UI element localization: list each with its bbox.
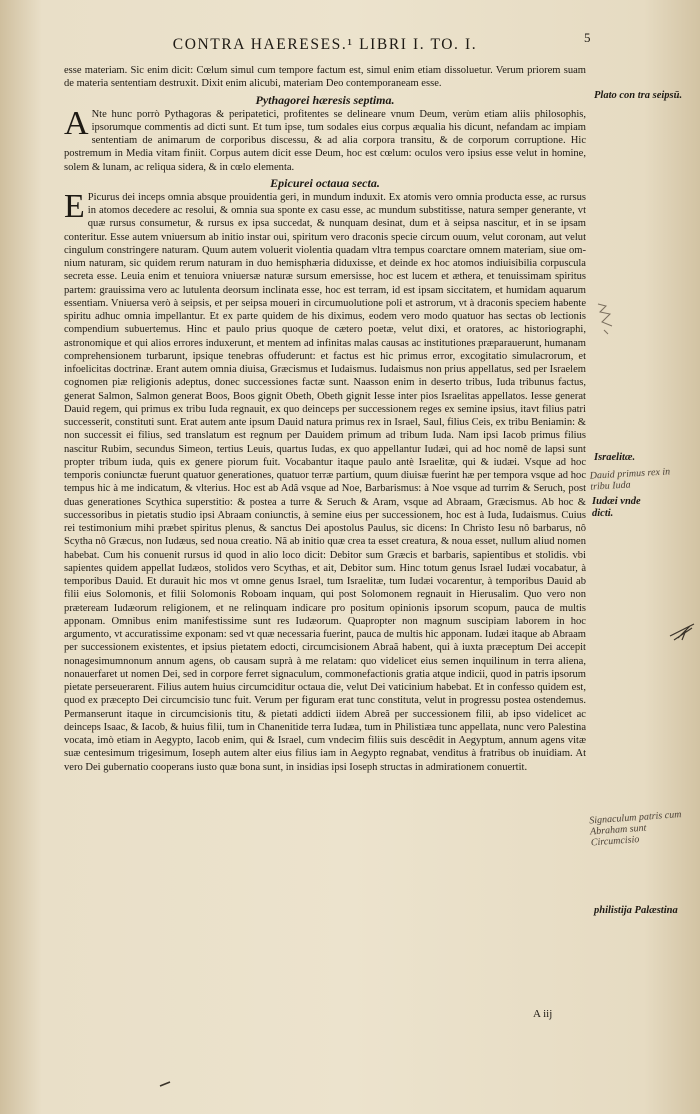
margin-note-iudaei: Iudæi vnde dicti. (592, 496, 641, 519)
drop-cap: E (64, 187, 85, 225)
page-number: 5 (584, 30, 591, 45)
epicurei-text: Picurus dei inceps omnia absque prouidentia geri, in mundum induxit. Ex atomis vero omnia producta esse, ac rursus in atomos decedere ac resolui, & omnia sua sponte ex casu esse, ac mundum substitisse, natura semper generante, vt quæ rursus consumetur, & rursus ex ipsa succedat, & nunquam desinat, dum et à seipsa nascitur, et in se ipsam conteritur. Esse autem vniuersum ab initio instar oui, spiritum vero draconis specie circum ouum, velut coronam, aut velut cingulum constringere naturam. Quum autem voluerit violentia quadam vltra tempus coarctare omnem materiam, siue omnium naturam, sic quidem rerum naturam in duo hemisphæria diduxisse, et deinde ex hoc atomos indiuisibilia corpuscula secreta esse. Leuia enim et tenuiora vniuersæ naturæ sursum emersisse, hoc est lucem et æthera, et tenuissimam spiritus partem: grauissima vero ac lutulenta deorsum inclinata esse, hoc est terram, id est ipsam siccitatem, et humidam aquarum essentiam. Vniuersa verò à seipsis, et per seipsa moueri in circumuolutione poli et astrorum, vt à draconis speciem habente spiritu adhuc omnia impellantur. Et ex parte quidem de his diximus, eodem vero modo quatuor has sectas ob lectionis compendium subuertemus. Hinc et paulo prius quoque de cætero poetæ, velut dixi, et oratores, ac historiographi, astronomique et qui alios errores induxerunt, et mentem ad infinitas malas causas ac institutiones præparauerunt, humanam comprehensionem turbarunt, ipsique tenebras offuderunt: et factus est hic primus error, excogitatio simulacrorum, et infoelicitas doctrinæ. Erant autem omnia diuisa, Græcismus et Iudaismus. Iudaismus non prius appellatus, sed per Israelem cognomen piæ religionis adeptus, donec successiones factæ sunt. Naasson enim in deserto tribus, Iuda tribunus factus, generat Salmon, Salmon generat Boos, Boos gignit Obeth, Obeth gignit Iesse inter pios Israelitas appellatos. Iesse generat Dauid regem, qui primus ex tribu Iuda regnauit, ex quo deinceps per successionem reges ex semine ipsius, itavt filius patri successerit, constituti sunt. Erat autem ante ipsum Dauid natura primus rex in Israel, Saul, filius Ceis, ex tribu Beniamin: & non successit ei filius, sed translatum est regnum per Dauidem primum ad tribum Iuda. Nam ipsi Iacob primus filius nascitur Rubim, secundus Simeon, tertius Leuis, quartus Iudas, ex quo appellantur Iudæi, qui ad hoc nomê de lapsi sunt propter tribum iuda, quis ex genere piorum fuit. Vocabantur itaque paulo antè Israelitæ, qui & iudæi. Vsque ad hoc temporis coniunctæ fuerunt quatuor generationes, quatuor terræ partium, quum diuisæ fuerint hæ per tempora vsque ad hoc tempus hic à me indicatum, & vlterius. Hoc est ab Adâ vsque ad Noe, Barbarismus: à Noe vsque ad turrim & Seruch, post duas generationes Scythica superstitio: & postea a turre & Seruch & Aram, vsque ad Abraam, Græcismus. Ab hoc & successoribus in pietatis studio ipsi Abraam coniunctis, à semine eius per successionem, hoc est à Iuda, Iudaismus. Cuius rei testimonium mihi præbet spiritus plenus, & sanctus Dei apostolus Paulus, sic dicens: In Christo Iesu nô barbarus, nô Scytha nô Græcus, non Iudæus, sed noua creatio. Nã ab initio quæ crea ta esset creatura, & noua esset, nullum aliud nomen habebat. Cum his conuenit rursus id quod in alio loco dicit: Debitor sum Græcis et barbaris, sapientibus et stolidis. vbi sapientes quidem appellat Iudæos, stolidos vero Scythas, et ait, Debitor sum. Hinc totum genus Israel Iudæi vocabatur, à temporibus Dauid. Et durauit hic mos vt omne genus Israel, tum Israelitæ, tum Iudæi vocarentur, à temporibus Dauid ab filii eius Solomonis, et filii Solomonis Roboam inquam, qui post Solomonem regnauit in Hierusalim. Quo vero non præteream Iudæorum religionem, et ne relinquam indicare pro positum opinionis ipsorum scopum, pauca de multis apponam. Omnibus enim manifestissime sunt res Iudæorum. Quapropter non magnum suscipiam laborem in hoc argumento, vt accuratissime exponam: sed vt quæ necessaria fuerint, pauca de multis hic apponam. Iudæi itaque ab Abraam per successionem existentes, et ipsius pietatem edocti, circumcisionem Abraã habent, qui à iuxta præceptum Dei accepit nonagesimumnonum annum agens, ob causam suprà à me relatam: quo videlicet eius semen inquilinum in terra aliena, nonauerfaret ut nomen Dei, sed in corpore ferret signaculum, commonefactionis gratia atque indicii, quod in patris ipsorum pietate perseuerarent. Filius autem huius circumciditur octaua die, velut Dei vaticinium habebat. Et in confesso quidem est, quod ex præcepto Dei circumcisio tunc fuit. Verum per figuram erat tunc constituta, velut in progressu postea ostendemus. Permanserunt itaque in circumcisionis titu, & pietati addicti iidem Abreã per successionem filii, ab ipso videlicet ac deinceps Isaac, & Iacob, & huius filii, tum in Chanenitide terra Iudæa, tum in Philistiæa tunc appellata, nunc vero Palestina vocata, imò etiam in Aegypto, Iacob enim, qui & Israel, cum vndecim filiis suis descêdit in Aegyptum, annum agens vitæ suæ centesimum trigesimum, Ioseph autem alter eius filius iam in Aegypto regnabat, venditus à fratribus ob inuidiam. At vero Dei gubernatio cooperans iusto quæ bona sunt, in insidias ipsi Ioseph structas in admirationem conuertit. (64, 191, 586, 773)
section-heading-pythagorei: Pythagorei hæresis septima. (255, 92, 395, 107)
signature-mark: A iij (533, 1008, 553, 1020)
pythagorei-paragraph (64, 104, 586, 174)
ink-scratch-mark (596, 300, 616, 336)
handwritten-note-circumcisio: Signaculum patris cum Abraham sunt Circumcisio (588, 809, 682, 849)
ink-blot-mark (158, 1078, 174, 1090)
handwritten-note-dauid: Dauid primus rex in tribu Iuda (589, 466, 671, 493)
section-heading-epicurei: Epicurei octaua secta. (270, 175, 380, 190)
margin-note-plato: Plato con tra seipsū. (594, 90, 683, 101)
main-text-block (64, 64, 586, 774)
running-header: CONTRA HAERESES.¹ LIBRI I. TO. I. (172, 36, 478, 53)
margin-note-philistia: philistija Palæstina (594, 905, 678, 916)
pythagorei-text: Nte hunc porrò Pythagoras & peripatetici, profitentes se delineare vnum Deum, verùm etiam aliis philosophis, ipsorumque commentis ad dicti sunt. Et tum ipse, tum sodales eius corpus æqualia his dicunt, nefandam ac impiam sententiam de animarum de corporibus discessu, & ad alia corpora transitu, & de corporum corruptione. Hic postremum in Media vitam finiit. Corpus autem dicit esse Deum, hoc est cœlum: oculos vero ipsius esse velut in homine, solem & lunam, ac reliqua sidera, & in cœlo elementa. (64, 108, 586, 173)
margin-note-israelite: Israelitæ. (594, 452, 636, 463)
epicurei-paragraph (64, 187, 586, 774)
intro-paragraph: esse materiam. Sic enim dicit: Cœlum simul cum tempore factum est, simul enim etiam dissoluetur. Verum priorem suam de materia sententiam destruxit. Dixit enim alicubi, materiam Deo contemporaneam esse. (64, 65, 586, 90)
drop-cap: A (64, 104, 89, 142)
ink-scratch-mark (668, 620, 696, 642)
